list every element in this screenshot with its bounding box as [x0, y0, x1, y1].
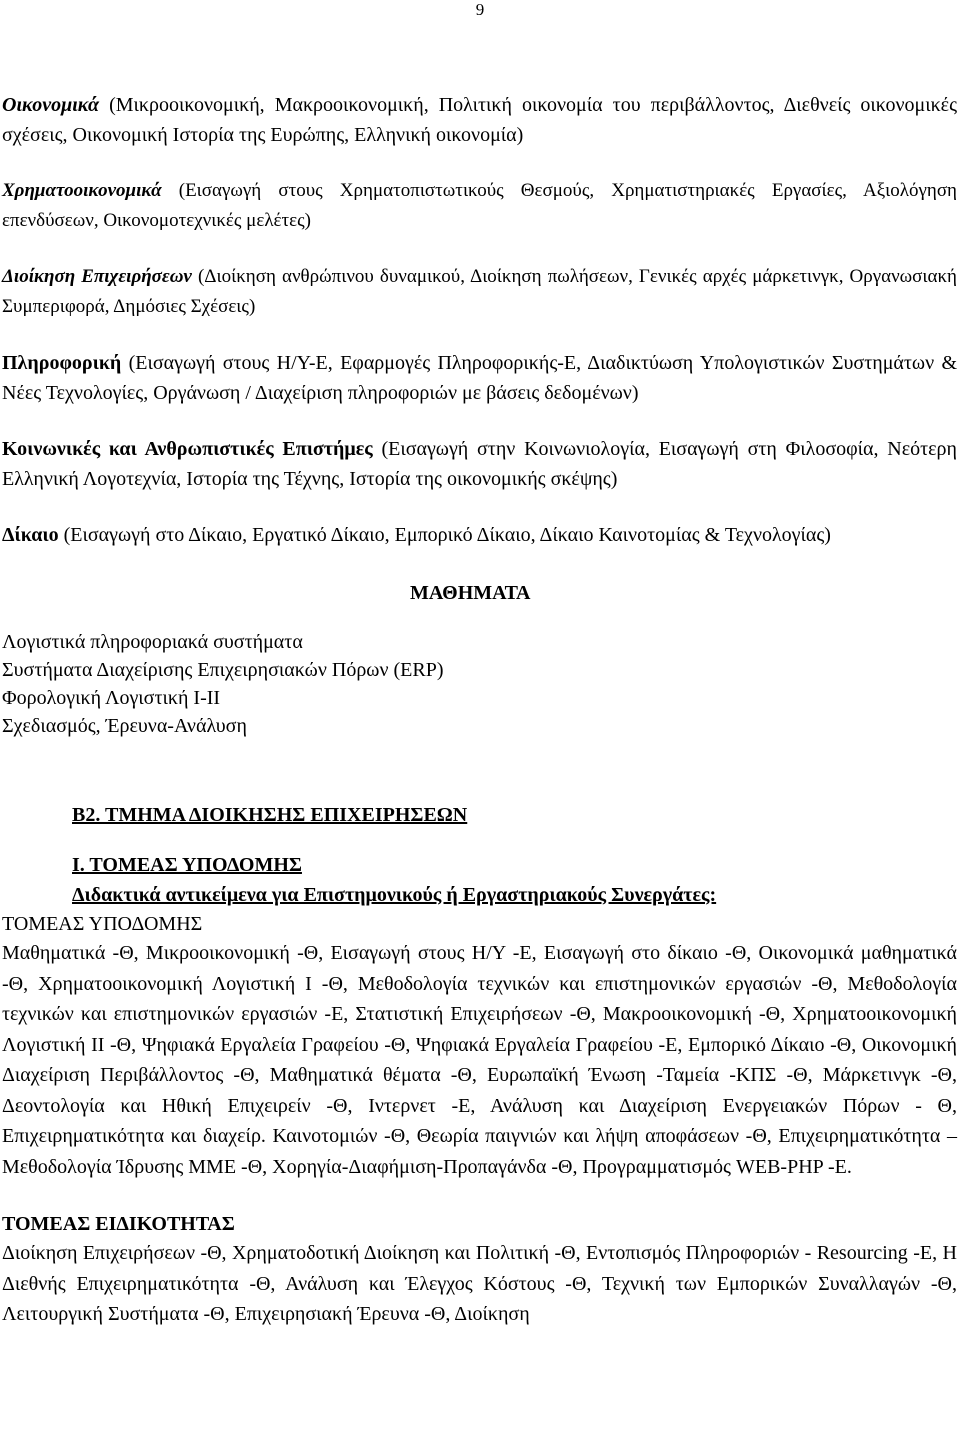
course-description: (Εισαγωγή στο Δίκαιο, Εργατικό Δίκαιο, Εμπορικό Δίκαιο, Δίκαιο Καινοτομίας & Τεχνολογίας)	[58, 524, 831, 546]
course-description: (Εισαγωγή στους Χρηματοπιστωτικούς Θεσμούς, Χρηματιστηριακές Εργασίες, Αξιολόγηση επενδύσεων, Οικονομοτεχνικές μελέτες)	[2, 180, 957, 231]
course-description: (Διοίκηση ανθρώπινου δυναμικού, Διοίκηση πωλήσεων, Γενικές αρχές μάρκετινγκ, Οργανωσιακή Συμπεριφορά, Δημόσιες Σχέσεις)	[2, 266, 957, 317]
course-title: Δίκαιο	[2, 524, 59, 546]
course-paragraph-law	[2, 520, 957, 550]
course-paragraph-informatics	[2, 348, 957, 408]
page-number: 9	[475, 0, 485, 19]
course-title: Πληροφορική	[2, 352, 122, 374]
course-title: Χρηματοοικονομικά	[2, 180, 162, 201]
subjects-title: Διδακτικά αντικείμενα για Επιστημονικούς ή Εργαστηριακούς Συνεργάτες:	[72, 884, 717, 906]
sector-ypodomis-label: ΤΟΜΕΑΣ ΥΠΟΔΟΜΗΣ	[2, 913, 203, 935]
course-title: Διοίκηση Επιχειρήσεων	[2, 266, 192, 287]
department-title: Β2. ΤΜΗΜΑ ΔΙΟΙΚΗΣΗΣ ΕΠΙΧΕΙΡΗΣΕΩΝ	[72, 804, 468, 826]
mathima-item: Φορολογική Λογιστική Ι-ΙΙ	[2, 687, 221, 709]
sector-ypodomis-text: Μαθηματικά -Θ, Μικροοικονομική -Θ, Εισαγωγή στους Η/Υ -Ε, Εισαγωγή στο δίκαιο -Θ, Οικονομικά μαθηματικά -Θ, Χρηματοοικονομική Λογιστική Ι -Θ, Μεθοδολογία τεχνικών και επιστημονικών εργασιών -Θ, Μεθοδολογία τεχνικών και επιστημονικών εργασιών -Ε, Στατιστική Επιχειρήσεων -Θ, Μακροοικονομική -Θ, Χρηματοοικονομική Λογιστική ΙΙ -Θ, Ψηφιακά Εργαλεία Γραφείου -Θ, Ψηφιακά Εργαλεία Γραφείου -Ε, Εμπορικό Δίκαιο -Θ, Οικονομική Διαχείριση Περιβάλλοντος -Θ, Μαθηματικά θέματα -Θ, Ευρωπαϊκή Ένωση -Ταμεία -ΚΠΣ -Θ, Μάρκετινγκ -Θ, Δεοντολογία και Ηθική Επιχειρείν -Θ, Ιντερνετ -Ε, Ανάλυση και Διαχείριση Ενεργειακών Πόρων - Θ, Επιχειρηματικότητα και διαχείρ. Καινοτομιών -Θ, Θεωρία παιγνιών και λήψη αποφάσεων -Θ, Επιχειρηματικότητα – Μεθοδολογία Ίδρυσης ΜΜΕ -Θ, Χορηγία-Διαφήμιση-Προπαγάνδα -Θ, Προγραμματισμός WEB-PHP -Ε.	[2, 942, 957, 1178]
mathima-item: Σχεδιασμός, Έρευνα-Ανάλυση	[2, 715, 247, 737]
sector-eidikotitas-text: Διοίκηση Επιχειρήσεων -Θ, Χρηματοδοτική Διοίκηση και Πολιτική -Θ, Εντοπισμός Πληροφοριών - Resourcing -Ε, Η Διεθνής Επιχειρηματικότητα -Θ, Ανάλυση και Έλεγχος Κόστους -Θ, Τεχνική των Εμπορικών Συναλλαγών -Θ, Λειτουργική Συστήματα -Θ, Επιχειρησιακή Έρευνα -Θ, Διοίκηση	[2, 1242, 957, 1325]
course-paragraph-economics	[2, 90, 957, 150]
mathima-item: Συστήματα Διαχείρισης Επιχειρησιακών Πόρων (ERP)	[2, 659, 444, 681]
course-paragraph-social-sciences	[2, 434, 957, 494]
document-body	[2, 90, 957, 1330]
course-paragraph-business-admin	[2, 262, 957, 322]
course-description: (Εισαγωγή στους Η/Υ-Ε, Εφαρμογές Πληροφορικής-Ε, Διαδικτύωση Υπολογιστικών Συστημάτων & Νέες Τεχνολογίες, Οργάνωση / Διαχείριση πληροφοριών με βάσεις δεδομένων)	[2, 352, 957, 404]
sector-title: Ι. ΤΟΜΕΑΣ ΥΠΟΔΟΜΗΣ	[72, 854, 302, 876]
course-paragraph-finance	[2, 176, 957, 236]
mathima-item: Λογιστικά πληροφοριακά συστήματα	[2, 631, 303, 653]
course-description: (Μικροοικονομική, Μακροοικονομική, Πολιτική οικονομία του περιβάλλοντος, Διεθνείς οικονομικές σχέσεις, Οικονομική Ιστορία της Ευρώπης, Ελληνική οικονομία)	[2, 94, 957, 146]
course-title: Οικονομικά	[2, 94, 100, 116]
course-title: Κοινωνικές και Ανθρωπιστικές Επιστήμες	[2, 438, 373, 460]
sector-eidikotitas-label: ΤΟΜΕΑΣ ΕΙΔΙΚΟΤΗΤΑΣ	[2, 1213, 235, 1235]
course-description: (Εισαγωγή στην Κοινωνιολογία, Εισαγωγή στη Φιλοσοφία, Νεότερη Ελληνική Λογοτεχνία, Ιστορία της Τέχνης, Ιστορία της οικονομικής σκέψης)	[2, 438, 957, 490]
mathimata-heading: ΜΑΘΗΜΑΤΑ	[410, 582, 531, 604]
